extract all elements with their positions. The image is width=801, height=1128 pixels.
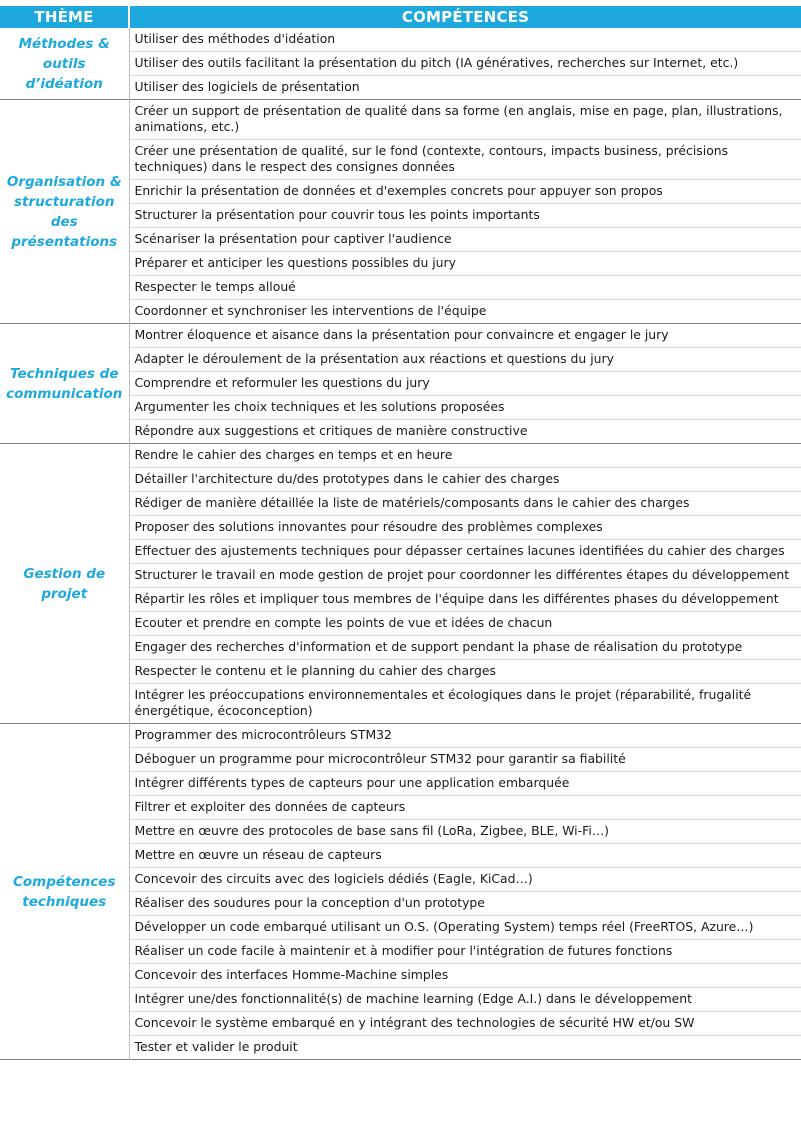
header-competences: COMPÉTENCES	[129, 6, 801, 28]
competence-cell: Programmer des microcontrôleurs STM32	[129, 724, 801, 748]
theme-cell: Organisation & structuration des présentations	[0, 100, 129, 324]
competence-cell: Concevoir des interfaces Homme-Machine simples	[129, 964, 801, 988]
competence-cell: Utiliser des logiciels de présentation	[134, 79, 360, 94]
competence-cell: Créer un support de présentation de qualité dans sa forme (en anglais, mise en page, plan, illustrations, animations, etc.)	[129, 100, 801, 140]
table-row	[0, 28, 801, 52]
competence-cell: Respecter le temps alloué	[129, 276, 801, 300]
theme-group	[0, 724, 801, 1060]
competence-cell: Intégrer différents types de capteurs pour une application embarquée	[129, 772, 801, 796]
competence-cell: Rédiger de manière détaillée la liste de matériels/composants dans le cahier des charges	[129, 492, 801, 516]
competence-cell: Structurer le travail en mode gestion de projet pour coordonner les différentes étapes du développement	[129, 564, 801, 588]
competence-cell: Montrer éloquence et aisance dans la présentation pour convaincre et engager le jury	[129, 324, 801, 348]
competence-cell: Détailler l'architecture du/des prototypes dans le cahier des charges	[129, 468, 801, 492]
competence-cell: Coordonner et synchroniser les interventions de l'équipe	[134, 303, 487, 318]
competence-cell: Intégrer une/des fonctionnalité(s) de machine learning (Edge A.I.) dans le développement	[129, 988, 801, 1012]
header-theme: THÈME	[0, 6, 129, 28]
competence-cell: Réaliser des soudures pour la conception d'un prototype	[129, 892, 801, 916]
competence-cell: Utiliser des outils facilitant la présentation du pitch (IA génératives, recherches sur Internet, etc.)	[129, 52, 801, 76]
competence-cell: Adapter le déroulement de la présentation aux réactions et questions du jury	[129, 348, 801, 372]
competences-table	[0, 6, 801, 1060]
competence-cell: Respecter le contenu et le planning du cahier des charges	[129, 660, 801, 684]
theme-group	[0, 28, 801, 100]
competence-cell: Rendre le cahier des charges en temps et en heure	[129, 444, 801, 468]
competence-cell: Ecouter et prendre en compte les points de vue et idées de chacun	[129, 612, 801, 636]
theme-group	[0, 324, 801, 444]
competence-cell: Enrichir la présentation de données et d'exemples concrets pour appuyer son propos	[129, 180, 801, 204]
table-row	[0, 324, 801, 348]
theme-cell: Méthodes & outils d’idéation	[0, 28, 129, 100]
competence-cell: Répartir les rôles et impliquer tous membres de l'équipe dans les différentes phases du développement	[129, 588, 801, 612]
competence-cell: Concevoir des circuits avec des logiciels dédiés (Eagle, KiCad…)	[129, 868, 801, 892]
theme-cell: Gestion de projet	[0, 444, 129, 724]
competence-cell: Développer un code embarqué utilisant un O.S. (Operating System) temps réel (FreeRTOS, Azure…)	[129, 916, 801, 940]
competence-cell: Intégrer les préoccupations environnementales et écologiques dans le projet (réparabilité, frugalité énergétique, écoconception)	[134, 687, 752, 718]
competence-cell: Utiliser des méthodes d'idéation	[129, 28, 801, 52]
table-row	[0, 724, 801, 748]
competence-cell: Concevoir le système embarqué en y intégrant des technologies de sécurité HW et/ou SW	[129, 1012, 801, 1036]
table-header-row	[0, 6, 801, 28]
competence-cell: Structurer la présentation pour couvrir tous les points importants	[129, 204, 801, 228]
table-row	[0, 444, 801, 468]
competence-cell: Proposer des solutions innovantes pour résoudre des problèmes complexes	[129, 516, 801, 540]
competence-cell: Engager des recherches d'information et de support pendant la phase de réalisation du prototype	[129, 636, 801, 660]
competence-cell: Scénariser la présentation pour captiver l'audience	[129, 228, 801, 252]
theme-cell: Compétences techniques	[0, 724, 129, 1060]
table-row	[0, 100, 801, 140]
competence-cell: Déboguer un programme pour microcontrôleur STM32 pour garantir sa fiabilité	[129, 748, 801, 772]
theme-group	[0, 100, 801, 324]
competence-cell: Argumenter les choix techniques et les solutions proposées	[129, 396, 801, 420]
competence-cell: Effectuer des ajustements techniques pour dépasser certaines lacunes identifiées du cahier des charges	[129, 540, 801, 564]
competence-cell: Créer une présentation de qualité, sur le fond (contexte, contours, impacts business, précisions techniques) dans le respect des consignes données	[129, 140, 801, 180]
competence-cell: Mettre en œuvre des protocoles de base sans fil (LoRa, Zigbee, BLE, Wi-Fi…)	[129, 820, 801, 844]
competence-cell: Mettre en œuvre un réseau de capteurs	[129, 844, 801, 868]
competence-cell: Répondre aux suggestions et critiques de manière constructive	[134, 423, 528, 438]
competence-cell: Comprendre et reformuler les questions du jury	[129, 372, 801, 396]
competence-cell: Filtrer et exploiter des données de capteurs	[129, 796, 801, 820]
theme-cell: Techniques de communication	[0, 324, 129, 444]
competence-cell: Réaliser un code facile à maintenir et à modifier pour l'intégration de futures fonctions	[129, 940, 801, 964]
competence-cell: Tester et valider le produit	[134, 1039, 298, 1054]
competence-cell: Préparer et anticiper les questions possibles du jury	[129, 252, 801, 276]
theme-group	[0, 444, 801, 724]
